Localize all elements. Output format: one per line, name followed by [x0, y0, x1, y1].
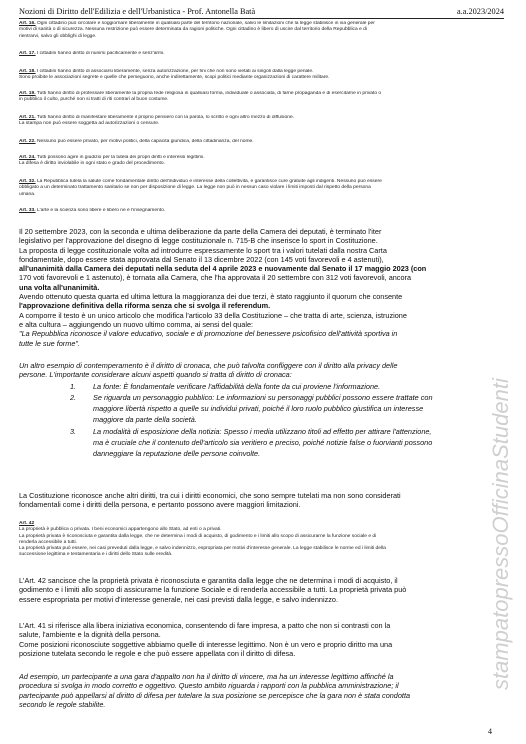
- article-33: Art. 33. L'arte e la scienza sono libere e libero ne è l'insegnamento.: [19, 208, 166, 213]
- article-label: Art. 18.: [19, 69, 36, 74]
- document-title: Nozioni di Diritto dell'Edilizia e dell'Urbanistica - Prof. Antonella Batà: [19, 7, 256, 16]
- page-number: 4: [488, 727, 492, 736]
- article-label: Art. 32.: [19, 179, 36, 184]
- list-number: 3.: [70, 427, 77, 436]
- article-label: Art. 22.: [19, 139, 36, 144]
- article-label: Art. 16.: [19, 21, 36, 26]
- article-label: Art. 21.: [19, 115, 36, 120]
- article-18: Art. 18. I cittadini hanno diritto di associarsi liberamente, senza autorizzazione, per fini che non sono vietati ai singoli dalla legge penale. Sono proibite le associazioni segrete e quelle che perseguono, anche indirettamente, scopi politici mediante organizzazioni di carattere militare.: [19, 69, 330, 81]
- article-19: Art. 19. Tutti hanno diritto di professare liberamente la propria fede religiosa in qualsiasi forma, individuale o associata, di farne propaganda e di esercitarne in privato o in pubblico il culto, purché non si tratti di riti contrari al buon costume.: [19, 91, 382, 103]
- article-42-paragraph: L'Art. 42 sancisce che la proprietà privata è riconosciuta e garantita dalla legge che ne determina i modi di acquisto, il godimento e i limiti allo scopo di assicurarne la funzione Sociale e di renderla accessibile a tutti. La proprietà privata può essere espropriata per motivi d'interesse generale, nei casi previsti dalla legge, e salvo indennizzo.: [19, 576, 407, 604]
- cronaca-paragraph: Un altro esempio di contemperamento è il diritto di cronaca, che può talvolta confliggere con il diritto alla privacy delle persone. L'importante considerare alcuni aspetti quando si tratta di diritto di cronaca:: [19, 361, 398, 380]
- article-label: Art. 42: [19, 521, 35, 526]
- article-41-paragraph: L'Art. 41 si riferisce alla libera iniziativa economica, consentendo di fare impresa, a patto che non si contrasti con la salute, l'ambiente e la dignità della persona. Come posizioni riconosciute soggettive abbiamo quelle di interesse legittimo. Non è un vero e proprio diritto ma una posizione tutelata secondo le regole e che può essere appellata con il diritto di difesa.: [19, 621, 393, 658]
- list-number: 1.: [70, 382, 77, 391]
- academic-year: a.a.2023/2024: [456, 7, 504, 16]
- article-label: Art. 33.: [19, 208, 36, 213]
- article-label: Art. 24.: [19, 155, 36, 160]
- article-17: Art. 17. I cittadini hanno diritto di riunirsi pacificamente e senz'armi.: [19, 51, 165, 56]
- article-label: Art. 19.: [19, 91, 36, 96]
- article-21: Art. 21. Tutti hanno diritto di manifestare liberamente il proprio pensiero con la parola, lo scritto e ogni altro mezzo di diffusione. La stampa non può essere soggetta ad autorizzazioni o censure.: [19, 115, 295, 127]
- economic-rights-paragraph: La Costituzione riconosce anche altri diritti, tra cui i diritti economici, che sono sempre tutelati ma non sono considerati fondamentali come i diritti della persona, e pertanto possono avere maggiori limitazioni.: [19, 491, 401, 510]
- tender-example-paragraph: Ad esempio, un partecipante a una gara d'appalto non ha il diritto di vincere, ma ha un interesse legittimo affinché la procedura si svolga in modo corretto e oggettivo. Questo ambito riguarda i rapporti con la pubblica amministrazione; il partecipante può appellarsi al diritto di difesa per tutelare la sua posizione se percepisce che la gara non è stata condotta secondo le regole stabilite.: [19, 672, 411, 709]
- list-number: 2.: [70, 393, 77, 402]
- sport-paragraph: Il 20 settembre 2023, con la seconda e ultima deliberazione da parte della Camera dei deputati, è terminato l'iter legislativo per l'approvazione del disegno di legge costituzionale n. 715-B che inserisce lo sport in Costituzione. La proposta di legge costituzionale volta ad introdurre espressamente lo sport tra i valori tutelati dalla nostra Carta fondamentale, dopo essere stata approvata dal Senato il 13 dicembre 2022 (con 145 voti favorevoli e 4 astenuti), all'unanimità dalla Camera dei deputati nella seduta del 4 aprile 2023 e nuovamente dal Senato il 17 maggio 2023 (con 170 voti favorevoli e 1 astenuto), è tornata alla Camera, che l'ha approvata il 20 settembre con 312 voti favorevoli, ancora una volta all'unanimità. Avendo ottenuto questa quarta ed ultima lettura la maggioranza dei due terzi, è stato raggiunto il quorum che consente l'approvazione definitiva della riforma senza che si svolga il referendum. A comporre il testo è un unico articolo che modifica l'articolo 33 della Costituzione – che tratta di arte, scienza, istruzione e alta cultura – aggiungendo un nuovo ultimo comma, ai sensi del quale: "La Repubblica riconosce il valore educativo, sociale e di promozione del benessere psicofisico dell'attività sportiva in tutte le sue forme".: [19, 227, 427, 348]
- article-16: Art. 16. Ogni cittadino può circolare e soggiornare liberamente in qualsiasi parte del territorio nazionale, salvo le limitazioni che la legge stabilisce in via generale per motivi di sanità o di sicurezza. Nessuna restrizione può essere determinata da ragioni politiche. Ogni cittadino è libero di uscire dal territorio della Repubblica e di rientrarvi, salvo gli obblighi di legge.: [19, 21, 375, 39]
- cronaca-list: 1. La fonte: È fondamentale verificare l'affidabilità della fonte da cui proviene l'informazione. 2. Se riguarda un personaggio pubblico: Le informazioni su personaggi pubblici possono essere trattate con maggiore libertà rispetto a quelle su individui privati, poiché il loro ruolo pubblico giustifica un interesse maggiore da parte della società. 3. La modalità di esposizione della notizia: Spesso i media utilizzano titoli ad effetto per attirare l'attenzione, ma è cruciale che il contenuto dell'articolo sia veritiero e preciso, poiché notizie false o fuorvianti possono danneggiare la reputazione delle persone coinvolte.: [70, 382, 433, 458]
- page-header: [19, 6, 504, 19]
- article-32: Art. 32. La Repubblica tutela la salute come fondamentale diritto dell'individuo e interesse della collettività, e garantisce cure gratuite agli indigenti. Nessuno può essere obbligato a un determinato trattamento sanitario se non per disposizione di legge. La legge non può in nessun caso violare i limiti imposti dal rispetto della persona umana.: [19, 179, 382, 197]
- article-24: Art. 24. Tutti possono agire in giudizio per la tutela dei propri diritti e interessi legittimi. La difesa è diritto inviolabile in ogni stato e grado del procedimento.: [19, 155, 205, 167]
- article-42-text: Art. 42 La proprietà è pubblica o privata. I beni economici appartengono allo Stato, ad enti o a privati. La proprietà privata è riconosciuta e garantita dalla legge, che ne determina i modi di acquisto, di godimento e i limiti allo scopo di assicurarne la funzione sociale e di renderla accessibile a tutti. La proprietà privata può essere, nei casi preveduti dalla legge, e salvo indennizzo, espropriata per motivi d'interesse generale. La legge stabilisce le norme ed i limiti della successione legittima e testamentaria e i diritti dello Stato sulle eredità.: [19, 521, 485, 559]
- article-label: Art. 17.: [19, 51, 36, 56]
- article-22: Art. 22. Nessuno può essere privato, per motivi politici, della capacità giuridica, della cittadinanza, del nome.: [19, 139, 254, 144]
